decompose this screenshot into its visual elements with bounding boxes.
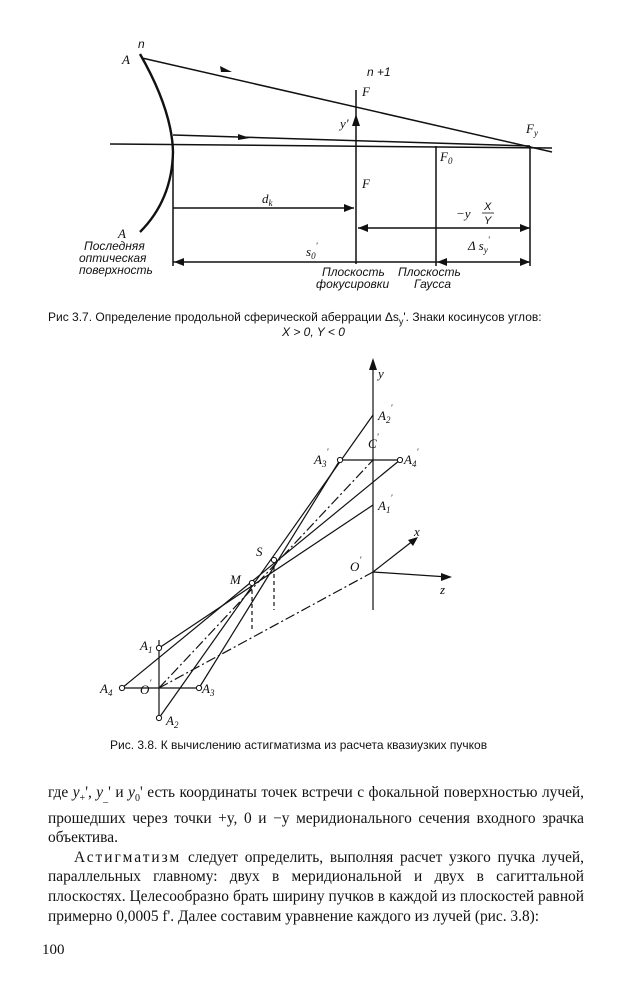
figure-3-7-caption-line2: X > 0, Y < 0 xyxy=(282,325,345,339)
paragraph-2: Астигматизм следует определить, выполняя расчет узкого пучка лучей, параллельных главному: двух в меридиональной и двух в сагиттальной плоскостях. Целесообразно брать ширину пучков в каждой из плоскостей равной примерно 0,0005 f'. Далее составим уравнение каждого из лучей (рис. 3.8): xyxy=(48,848,584,925)
point-a2 xyxy=(156,715,161,720)
point-a4 xyxy=(119,685,124,690)
label-a-bottom: A xyxy=(118,226,126,241)
chief-ray-extension xyxy=(159,460,373,688)
label-fy: $F_y$ xyxy=(526,121,538,138)
label-f0: $F_0$ xyxy=(440,149,453,166)
label-last-surface-1: Последняя xyxy=(84,239,145,253)
arrow-z-axis xyxy=(441,573,452,581)
z-axis xyxy=(373,572,448,577)
label-last-surface-3: поверхность xyxy=(79,263,153,277)
label-minus-y: −y xyxy=(456,206,471,221)
label-y-prime: y' xyxy=(340,116,349,131)
label-n1: n +1 xyxy=(367,65,391,79)
ray-a1-a1p xyxy=(159,505,373,648)
label-frac-den: Y xyxy=(484,215,492,227)
point-s xyxy=(271,557,276,562)
label-frac-num: X xyxy=(484,201,492,213)
arrow-y-axis xyxy=(369,358,377,370)
point-a3 xyxy=(196,685,201,690)
label-f-mid: F xyxy=(362,176,370,191)
point-m xyxy=(249,580,254,585)
ray-a3-a3p xyxy=(199,460,340,688)
label-f-top: F xyxy=(362,84,370,99)
label-a3-prime: $A_3'$ xyxy=(314,447,329,469)
label-a2: $A_2$ xyxy=(166,713,179,730)
label-last-surface-2: оптическая xyxy=(79,251,147,265)
body-text xyxy=(48,783,584,926)
figure-3-7-caption: Рис 3.7. Определение продольной сферической аберрации $\Delta s_y'$. Знаки косинусов углов: xyxy=(48,310,542,327)
point-a4-prime xyxy=(397,457,402,462)
label-z-axis: z xyxy=(440,582,446,597)
label-dk: $d_k$ xyxy=(262,191,273,208)
label-focus-plane-2: фокусировки xyxy=(316,277,390,291)
x-axis xyxy=(373,540,414,572)
label-a-top: A xyxy=(122,52,130,67)
ray-a4-a4p xyxy=(122,460,400,688)
paragraph-1: где $y_+'$, $y_{\_}'$ и $y_0'$ есть координаты точек встречи с фокальной поверхностью лучей, прошедших через точки +y, 0 и −y меридионального сечения входного зрачка объектива. xyxy=(48,784,585,847)
label-gauss-plane-2: Гаусса xyxy=(414,277,452,291)
label-a3: $A_3$ xyxy=(202,681,215,698)
label-a4-prime: $A_4'$ xyxy=(404,447,419,469)
page-number: 100 xyxy=(42,942,65,958)
point-a1 xyxy=(156,645,161,650)
label-s: S xyxy=(256,544,263,559)
label-a1: $A_1$ xyxy=(140,638,153,655)
label-o-prime: O' xyxy=(350,555,362,574)
label-delta-s: Δ $s_y'$ xyxy=(468,235,490,255)
label-m: M xyxy=(230,572,241,587)
label-a4: $A_4$ xyxy=(100,681,113,698)
point-a3-prime xyxy=(337,457,342,462)
label-a1-prime: $A_1'$ xyxy=(378,493,393,515)
label-a2-prime: $A_2'$ xyxy=(378,403,393,425)
label-c-prime: C' xyxy=(368,432,379,451)
chief-ray xyxy=(159,572,373,688)
label-x-axis: x xyxy=(414,524,420,539)
label-focus-plane-1: Плоскость xyxy=(322,265,385,279)
figure-3-8-caption: Рис. 3.8. К вычислению астигматизма из расчета квазиузких пучков xyxy=(110,738,488,752)
label-s0: $s_0'$ xyxy=(306,241,318,261)
label-n: n xyxy=(138,37,145,51)
label-y-axis: y xyxy=(378,366,384,381)
label-o: O' xyxy=(140,678,152,697)
label-gauss-plane-1: Плоскость xyxy=(398,265,461,279)
